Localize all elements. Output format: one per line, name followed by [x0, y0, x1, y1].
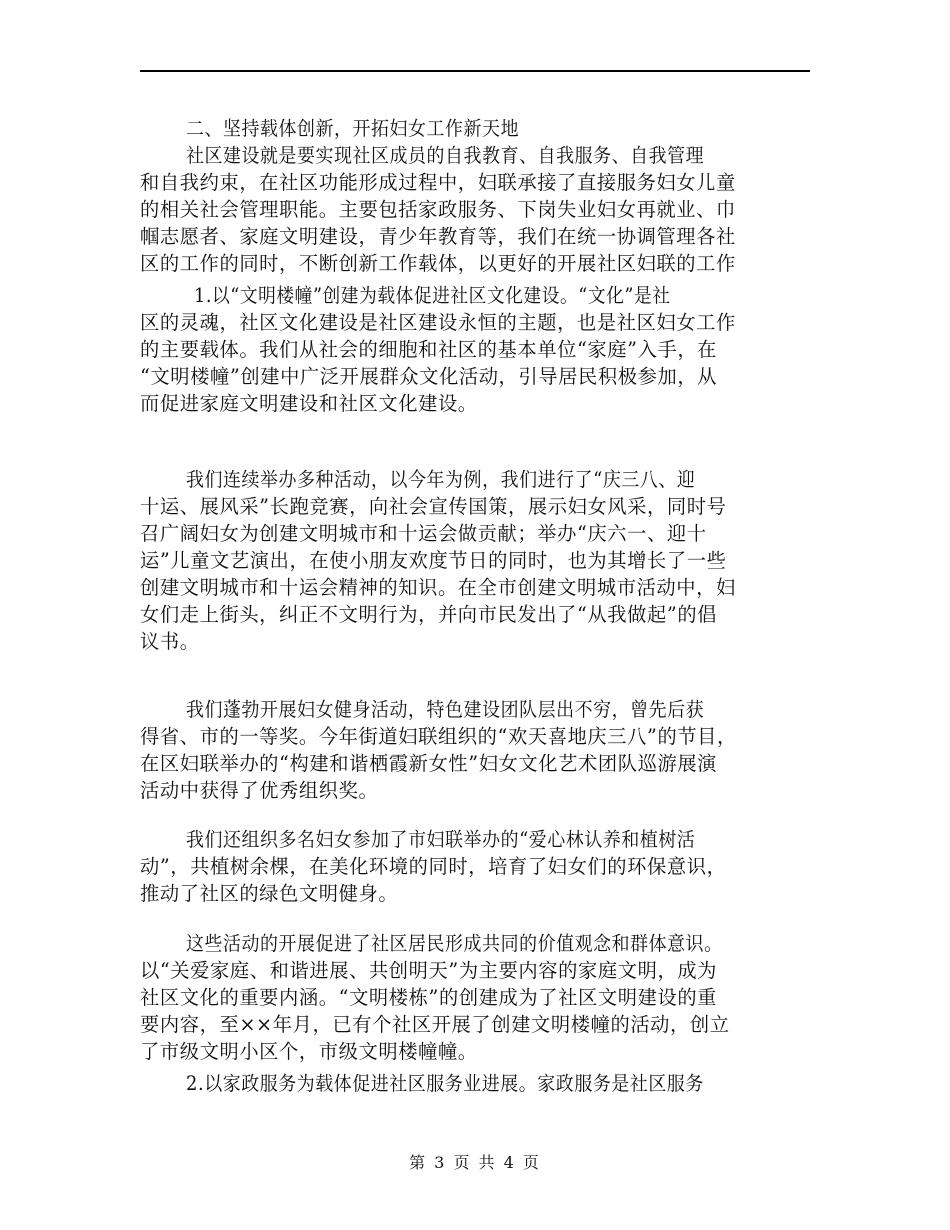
text-line: 在区妇联举办的“构建和谐栖霞新女性”妇女文化艺术团队巡游展演 — [140, 752, 718, 775]
text-line: 帼志愿者、家庭文明建设，青少年教育等，我们在统一协调管理各社 — [140, 225, 736, 248]
section-heading: 二、坚持载体创新，开拓妇女工作新天地 — [186, 117, 520, 140]
text-line: 1.以“文明楼幢”创建为载体促进社区文化建设。“文化”是社 — [194, 284, 671, 307]
text-line: 我们蓬勃开展妇女健身活动，特色建设团队层出不穷，曾先后获 — [186, 698, 705, 721]
text-line: 我们还组织多名妇女参加了市妇联举办的“爱心林认养和植树活 — [186, 828, 696, 851]
text-line: 和自我约束，在社区功能形成过程中，妇联承接了直接服务妇女儿童 — [140, 171, 736, 194]
text-line: 而促进家庭文明建设和社区文化建设。 — [140, 392, 478, 415]
text-line: 我们连续举办多种活动，以今年为例，我们进行了“庆三八、迎 — [186, 468, 696, 491]
header-rule — [140, 70, 810, 72]
text-line: 得省、市的一等奖。今年街道妇联组织的“欢天喜地庆三八”的节目， — [140, 725, 737, 748]
page-footer: 第 3 页 共 4 页 — [409, 1153, 541, 1172]
text-line: 运”儿童文艺演出，在使小朋友欢度节日的同时，也为其增长了一些 — [140, 549, 727, 572]
text-line: 议书。 — [140, 630, 200, 653]
text-line: 社区建设就是要实现社区成员的自我教育、自我服务、自我管理 — [186, 144, 705, 167]
text-line: 推动了社区的绿色文明健身。 — [140, 882, 399, 905]
text-line: 的相关社会管理职能。主要包括家政服务、下岗失业妇女再就业、巾 — [140, 198, 736, 221]
text-line: 区的工作的同时，不断创新工作载体，以更好的开展社区妇联的工作 — [140, 252, 736, 275]
text-line: 2.以家政服务为载体促进社区服务业进展。家政服务是社区服务 — [186, 1072, 704, 1095]
text-line: 的主要载体。我们从社会的细胞和社区的基本单位“家庭”入手，在 — [140, 338, 718, 361]
text-line: 要内容，至××年月，已有个社区开展了创建文明楼幢的活动，创立 — [140, 1013, 730, 1036]
text-line: 这些活动的开展促进了社区居民形成共同的价值观念和群体意识。 — [186, 932, 723, 955]
text-line: “文明楼幢”创建中广泛开展群众文化活动，引导居民积极参加，从 — [140, 365, 718, 388]
text-line: 召广阔妇女为创建文明城市和十运会做贡献；举办“庆六一、迎十 — [140, 522, 707, 545]
text-line: 以“关爱家庭、和谐进展、共创明天”为主要内容的家庭文明，成为 — [140, 959, 718, 982]
text-line: 区的灵魂，社区文化建设是社区建设永恒的主题，也是社区妇女工作 — [140, 311, 736, 334]
text-line: 动”，共植树余棵，在美化环境的同时，培育了妇女们的环保意识， — [140, 855, 727, 878]
text-line: 创建文明城市和十运会精神的知识。在全市创建文明城市活动中，妇 — [140, 576, 736, 599]
text-line: 十运、展风采”长跑竞赛，向社会宣传国策，展示妇女风采，同时号 — [140, 495, 727, 518]
text-line: 女们走上街头，纠正不文明行为，并向市民发出了“从我做起”的倡 — [140, 603, 718, 626]
text-line: 了市级文明小区个，市级文明楼幢幢。 — [140, 1040, 478, 1063]
text-line: 社区文化的重要内涵。“文明楼栋”的创建成为了社区文明建设的重 — [140, 986, 718, 1009]
text-line: 活动中获得了优秀组织奖。 — [140, 779, 379, 802]
